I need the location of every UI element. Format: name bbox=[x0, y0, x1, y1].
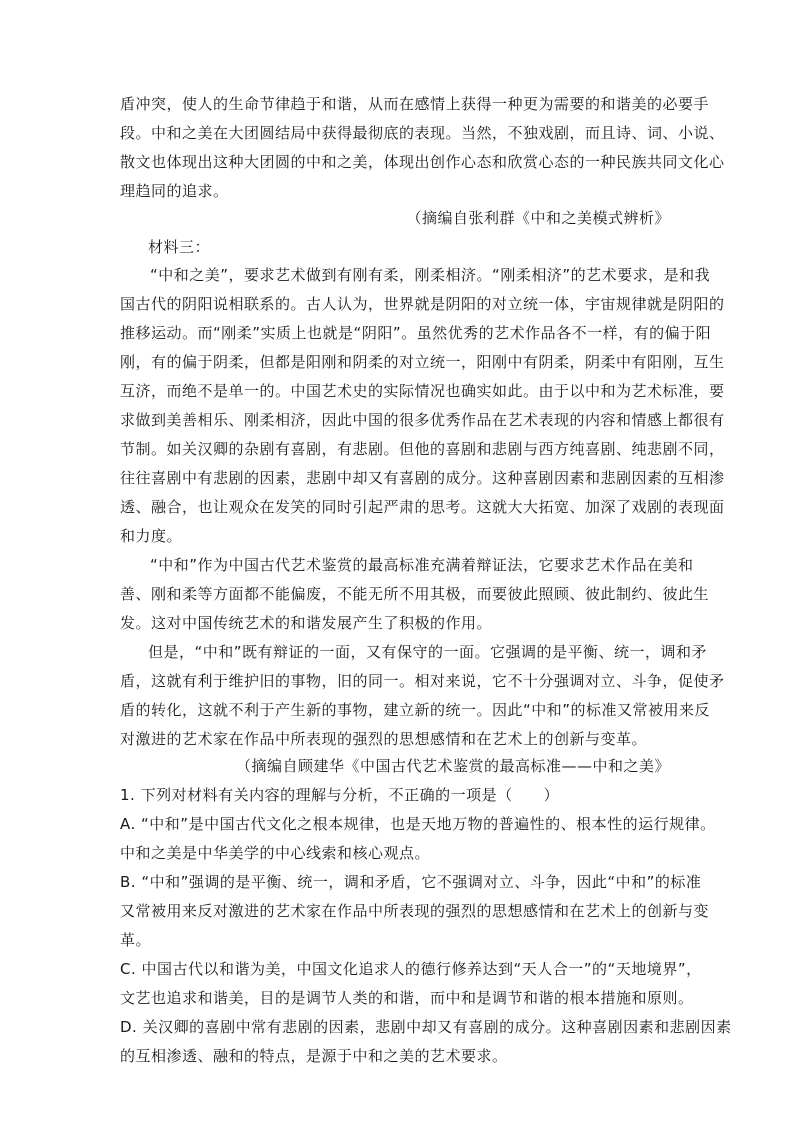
text-line: 盾的转化，这就不利于产生新的事物，建立新的统一。因此“中和”的标准又常被用来反 bbox=[120, 701, 711, 719]
text-line: 段。中和之美在大团圆结局中获得最彻底的表现。当然，不独戏剧，而且诗、词、小说、 bbox=[120, 124, 725, 142]
text-line: 理趋同的追求。 bbox=[120, 182, 229, 200]
text-line: 革。 bbox=[120, 931, 152, 949]
text-line: 又常被用来反对激进的艺术家在作品中所表现的强烈的思想感情和在艺术上的创新与变 bbox=[120, 902, 710, 920]
text-line: 发。这对中国传统艺术的和谐发展产生了积极的作用。 bbox=[120, 614, 493, 632]
text-line: 和力度。 bbox=[120, 527, 183, 545]
text-line: 的互相渗透、融和的特点，是源于中和之美的艺术要求。 bbox=[120, 1047, 508, 1065]
text-line: 推移运动。而“刚柔”实质上也就是“阴阳”。虽然优秀的艺术作品各不一样，有的偏于阳 bbox=[120, 324, 712, 342]
text-line: 求做到美善相乐、刚柔相济，因此中国的很多优秀作品在艺术表现的内容和情感上都很有 bbox=[120, 411, 725, 429]
question-stem: 1. 下列对材料有关内容的理解与分析，不正确的一项是（ ） bbox=[120, 786, 560, 804]
text-line: 节制。如关汉卿的杂剧有喜剧，有悲剧。但他的喜剧和悲剧与西方纯喜剧、纯悲剧不同， bbox=[120, 440, 725, 458]
text-line: 文艺也追求和谐美，目的是调节人类的和谐，而中和是调节和谐的根本措施和原则。 bbox=[120, 989, 694, 1007]
material-3-heading: 材料三： bbox=[148, 238, 211, 256]
source-citation-2: （摘编自顾建华《中国古代艺术鉴赏的最高标准——中和之美》 bbox=[235, 757, 670, 775]
text-line: 透、融合，也让观众在发笑的同时引起严肃的思考。这就大大拓宽、加深了戏剧的表现面 bbox=[120, 498, 725, 516]
text-line: 盾冲突，使人的生命节律趋于和谐，从而在感情上获得一种更为需要的和谐美的必要手 bbox=[120, 95, 710, 113]
text-line: 对激进的艺术家在作品中所表现的强烈的思想感情和在艺术上的创新与变革。 bbox=[120, 730, 648, 748]
text-line: 盾，这就有利于维护旧的事物，旧的同一。相对来说，它不十分强调对立、斗争，促使矛 bbox=[120, 672, 725, 690]
text-line: 刚，有的偏于阴柔，但都是阳刚和阴柔的对立统一，阳刚中有阴柔，阴柔中有阳刚，互生 bbox=[120, 353, 725, 371]
text-line: “中和之美”，要求艺术做到有刚有柔，刚柔相济。“刚柔相济”的艺术要求，是和我 bbox=[150, 266, 711, 284]
text-line: 但是，“中和”既有辩证的一面，又有保守的一面。它强调的是平衡、统一，调和矛 bbox=[148, 643, 708, 661]
text-line: 散文也体现出这种大团圆的中和之美，体现出创作心态和欣赏心态的一种民族共同文化心 bbox=[120, 153, 725, 171]
source-citation-1: （摘编自张利群《中和之美模式辨析》 bbox=[406, 209, 670, 227]
text-line: “中和”作为中国古代艺术鉴赏的最高标准充满着辩证法，它要求艺术作品在美和 bbox=[150, 556, 694, 574]
text-line: 中和之美是中华美学的中心线索和核心观点。 bbox=[120, 844, 431, 862]
text-line: D. 关汉卿的喜剧中常有悲剧的因素，悲剧中却又有喜剧的成分。这种喜剧因素和悲剧因素 bbox=[120, 1018, 732, 1036]
text-line: 往往喜剧中有悲剧的因素，悲剧中却又有喜剧的成分。这种喜剧因素和悲剧因素的互相渗 bbox=[120, 469, 725, 487]
text-line: 互济，而绝不是单一的。中国艺术史的实际情况也确实如此。由于以中和为艺术标准，要 bbox=[120, 382, 725, 400]
text-line: B. “中和”强调的是平衡、统一，调和矛盾，它不强调对立、斗争，因此“中和”的标准 bbox=[120, 873, 702, 891]
text-line: C. 中国古代以和谐为美，中国文化追求人的德行修养达到“天人合一”的“天地境界”， bbox=[120, 960, 702, 978]
text-line: A. “中和”是中国古代文化之根本规律，也是天地万物的普遍性的、根本性的运行规律。 bbox=[120, 815, 716, 833]
text-line: 国古代的阴阳说相联系的。古人认为，世界就是阴阳的对立统一体，宇宙规律就是阴阳的 bbox=[120, 295, 725, 313]
text-line: 善、刚和柔等方面都不能偏废，不能无所不用其极，而要彼此照顾、彼此制约、彼此生 bbox=[120, 585, 710, 603]
